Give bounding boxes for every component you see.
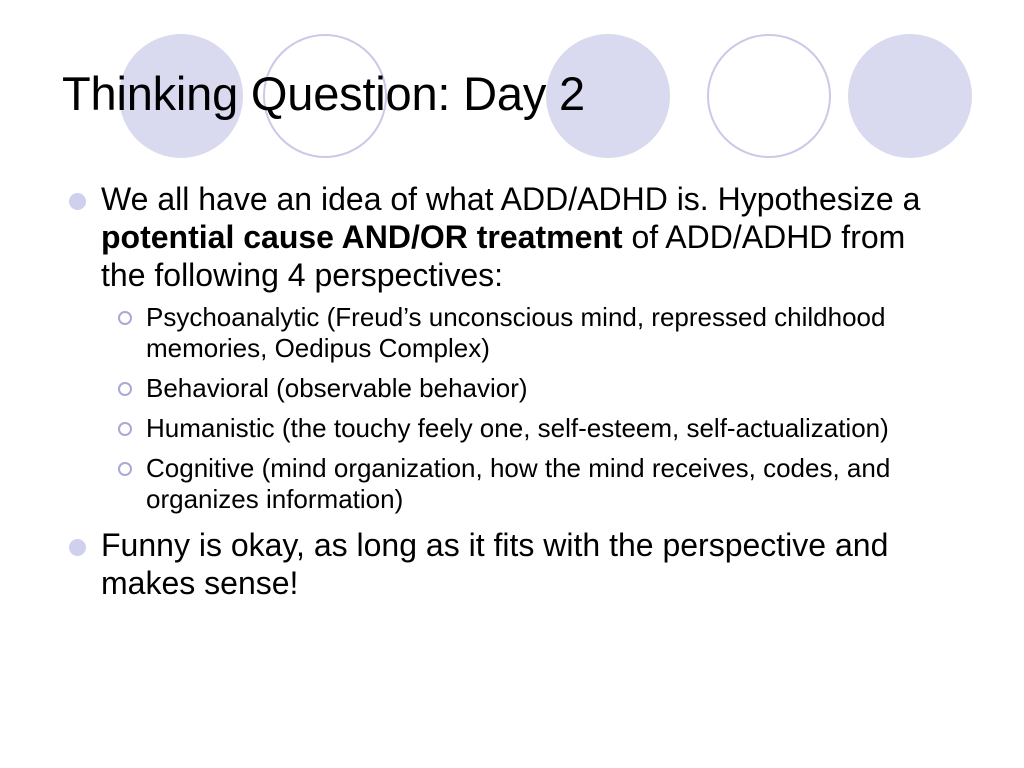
- sub-bullet-item: [0, 302, 1024, 364]
- hollow-circle-bullet-icon: [118, 422, 132, 436]
- filled-circle-bullet-icon: [69, 193, 86, 210]
- sub-bullet-item: [0, 413, 1024, 444]
- hollow-circle-bullet-icon: [118, 462, 132, 476]
- sub-bullet-text: Behavioral (observable behavior): [146, 373, 528, 403]
- filled-circle-bullet-icon: [69, 539, 86, 556]
- sub-bullet-item: [0, 373, 1024, 404]
- decor-circle-4: [708, 35, 830, 157]
- sub-bullet-text: Humanistic (the touchy feely one, self-esteem, self-actualization): [146, 413, 889, 443]
- sub-bullet-text: Cognitive (mind organization, how the mind receives, codes, and organizes information): [146, 453, 891, 514]
- bullet-text: of ADD/ADHD from the following 4 perspectives:: [101, 219, 906, 293]
- bullet-text: Funny is okay, as long as it fits with the perspective and makes sense!: [101, 527, 889, 601]
- bullet-item: [0, 526, 1024, 602]
- hollow-circle-bullet-icon: [118, 382, 132, 396]
- decor-circle-5: [848, 34, 972, 158]
- bullet-text: We all have an idea of what ADD/ADHD is. Hypothesize a: [101, 181, 921, 217]
- sub-bullet-text: Psychoanalytic (Freud’s unconscious mind, repressed childhood memories, Oedipus Complex): [146, 302, 886, 363]
- slide-body: [0, 180, 1024, 602]
- bullet-item: [0, 180, 1024, 294]
- hollow-circle-bullet-icon: [118, 311, 132, 325]
- sub-bullet-item: [0, 453, 1024, 515]
- bullet-text-bold: potential cause AND/OR treatment: [101, 219, 623, 255]
- slide-title: Thinking Question: Day 2: [62, 67, 585, 120]
